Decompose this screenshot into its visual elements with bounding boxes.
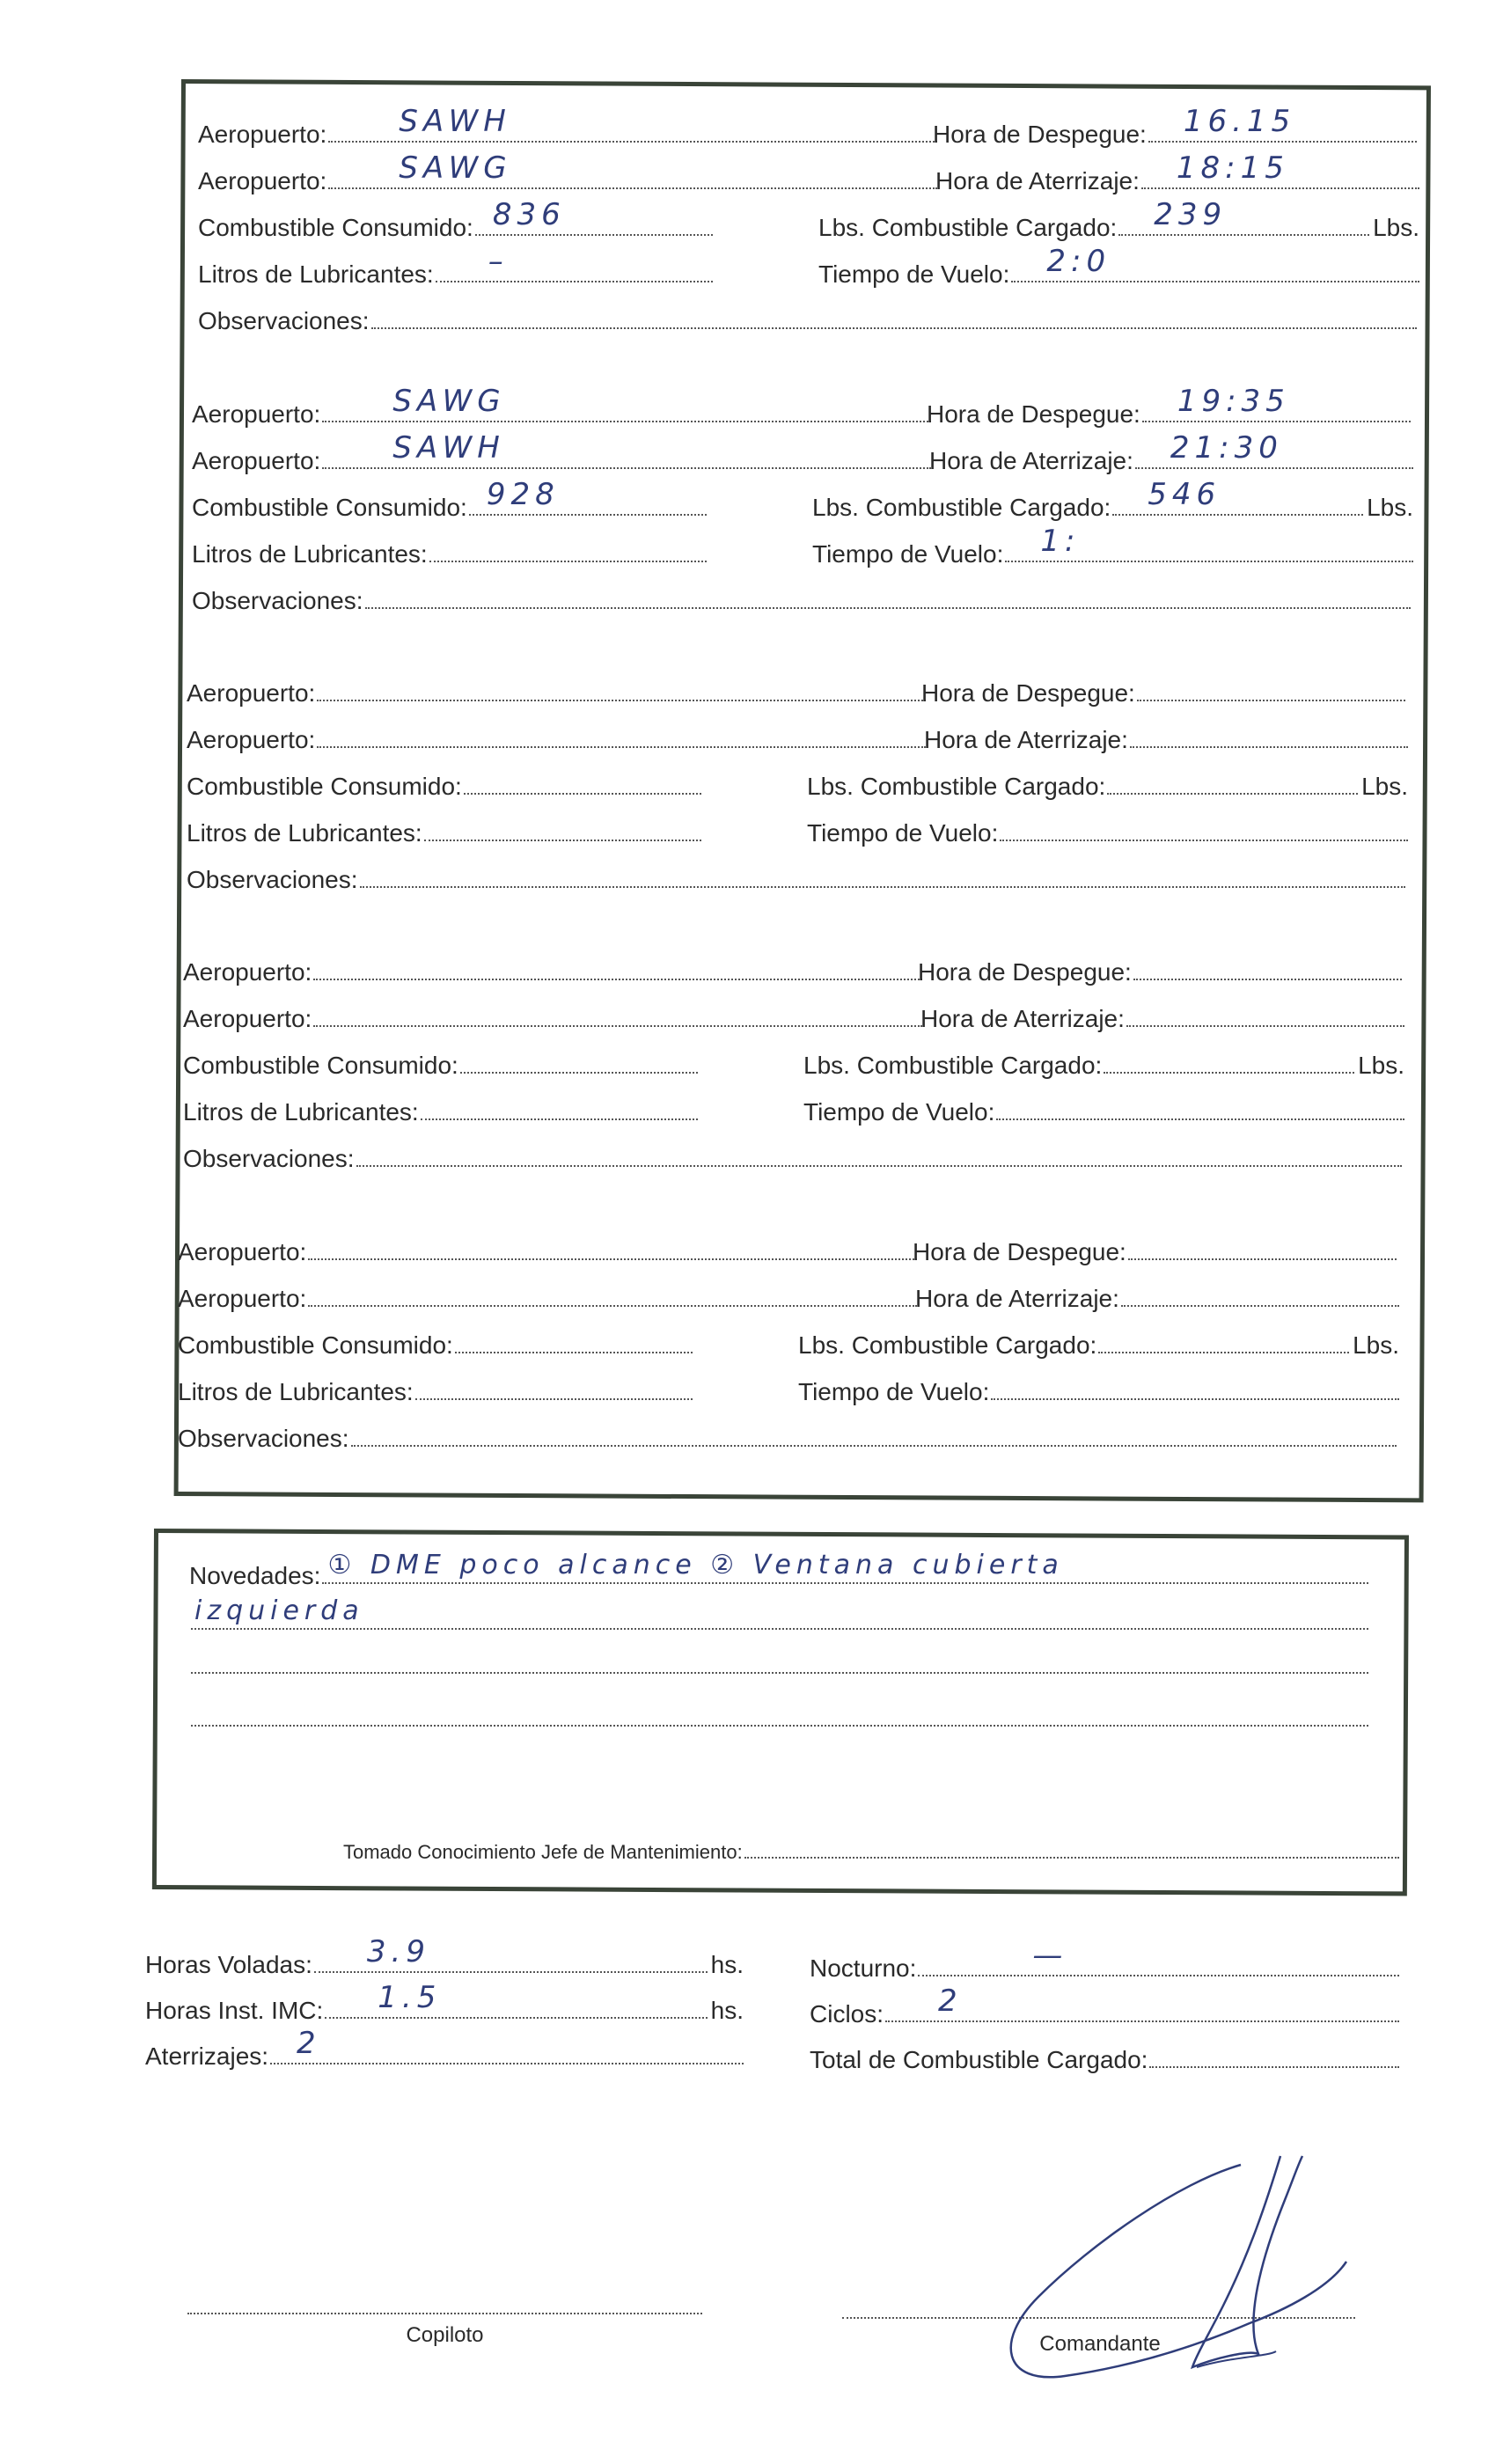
leg-5-observations-line[interactable] [178, 1419, 1397, 1456]
leg-5-lubricants-line[interactable] [178, 1372, 693, 1409]
leg-5-flight-time-label: Tiempo de Vuelo: [798, 1378, 990, 1405]
leg-2-landing-time-value: 21:30 [1170, 430, 1283, 466]
leg-2-lubricants-line[interactable] [192, 534, 707, 571]
notes-text-1: ① DME poco alcance ② Ventana cubierta [327, 1550, 1064, 1580]
leg-1-airport-from-line[interactable] [198, 104, 937, 151]
leg-2-landing-time-line[interactable] [929, 430, 1413, 478]
leg-5-fuel-used-label: Combustible Consumido: [178, 1331, 453, 1359]
leg-4-airport-to-label: Aeropuerto: [183, 1005, 312, 1032]
leg-1-flight-time-label: Tiempo de Vuelo: [818, 260, 1010, 288]
hours-flown-line[interactable] [145, 1934, 744, 1982]
leg-4-observations-label: Observaciones: [183, 1145, 355, 1172]
leg-5-fuel-used-line[interactable] [178, 1325, 693, 1362]
leg-5-airport-from-line[interactable] [178, 1232, 917, 1269]
leg-1-landing-time-label: Hora de Aterrizaje: [935, 167, 1140, 194]
signature-stroke-1 [1011, 2165, 1346, 2377]
notes-line-4[interactable] [189, 1698, 1368, 1735]
maintenance-ack-line[interactable] [343, 1839, 1399, 1876]
leg-4-takeoff-time-line[interactable] [918, 952, 1402, 989]
leg-3-observations-line[interactable] [187, 860, 1405, 897]
cycles-value: 2 [938, 1984, 963, 2019]
total-fuel-label: Total de Combustible Cargado: [810, 2046, 1148, 2073]
leg-1-takeoff-time-value: 16.15 [1183, 104, 1296, 139]
leg-1-landing-time-value: 18:15 [1176, 150, 1289, 186]
leg-2-airport-to-value: SAWH [392, 430, 505, 466]
leg-2-takeoff-time-line[interactable] [927, 384, 1411, 431]
landings-line[interactable] [145, 2026, 744, 2073]
leg-2-takeoff-time-value: 19:35 [1177, 384, 1290, 419]
leg-1-fuel-used-label: Combustible Consumido: [198, 214, 473, 241]
leg-4-flight-time-label: Tiempo de Vuelo: [803, 1098, 995, 1126]
leg-1-observations-line[interactable] [198, 301, 1417, 338]
leg-1-fuel-used-value: 836 [492, 197, 566, 232]
leg-1-airport-from-label: Aeropuerto: [198, 121, 327, 148]
commander-label: Comandante [1039, 2332, 1161, 2356]
leg-5-airport-to-line[interactable] [178, 1279, 917, 1316]
leg-1-airport-to-value: SAWG [399, 150, 512, 186]
leg-5-lbs-unit: Lbs. [1353, 1331, 1399, 1359]
leg-1-observations-label: Observaciones: [198, 307, 370, 334]
leg-1-fuel-used-line[interactable] [198, 197, 713, 245]
leg-3-flight-time-line[interactable] [807, 813, 1408, 850]
notes-line-3[interactable] [189, 1646, 1368, 1683]
imc-hours-unit: hs. [710, 1997, 744, 2024]
leg-5-fuel-loaded-line[interactable] [798, 1325, 1399, 1362]
notes-line-2[interactable] [189, 1595, 1368, 1639]
leg-4-fuel-used-line[interactable] [183, 1045, 698, 1082]
leg-3-airport-from-label: Aeropuerto: [187, 679, 316, 707]
leg-3-airport-to-label: Aeropuerto: [187, 726, 316, 753]
leg-3-fuel-loaded-label: Lbs. Combustible Cargado: [807, 773, 1106, 800]
leg-2-flight-time-line[interactable] [812, 524, 1413, 571]
leg-5-landing-time-line[interactable] [915, 1279, 1399, 1316]
leg-4-airport-from-label: Aeropuerto: [183, 958, 312, 986]
leg-2-flight-time-label: Tiempo de Vuelo: [812, 540, 1004, 568]
imc-hours-value: 1.5 [378, 1980, 442, 2015]
leg-1-takeoff-time-line[interactable] [933, 104, 1417, 151]
leg-1-fuel-loaded-line[interactable] [818, 197, 1419, 245]
leg-4-fuel-loaded-line[interactable] [803, 1045, 1404, 1082]
leg-2-fuel-loaded-line[interactable] [812, 477, 1413, 524]
leg-4-fuel-loaded-label: Lbs. Combustible Cargado: [803, 1052, 1103, 1079]
leg-1-airport-from-value: SAWH [399, 104, 511, 139]
landings-value: 2 [297, 2026, 321, 2061]
leg-2-lubricants-label: Litros de Lubricantes: [192, 540, 428, 568]
leg-3-observations-label: Observaciones: [187, 866, 358, 893]
leg-3-lubricants-line[interactable] [187, 813, 701, 850]
signature-stroke-2 [1192, 2156, 1302, 2367]
leg-3-fuel-loaded-line[interactable] [807, 766, 1408, 803]
leg-1-lubricants-label: Litros de Lubricantes: [198, 260, 434, 288]
leg-3-fuel-used-label: Combustible Consumido: [187, 773, 462, 800]
leg-3-lbs-unit: Lbs. [1361, 773, 1408, 800]
leg-5-airport-from-label: Aeropuerto: [178, 1238, 307, 1265]
commander-signature [986, 2147, 1355, 2394]
leg-2-flight-time-value: 1: [1040, 524, 1081, 559]
night-label: Nocturno: [810, 1954, 917, 1982]
leg-5-takeoff-time-line[interactable] [913, 1232, 1397, 1269]
leg-3-takeoff-time-line[interactable] [921, 673, 1405, 710]
leg-2-fuel-loaded-value: 546 [1148, 477, 1221, 512]
maintenance-ack-label: Tomado Conocimiento Jefe de Mantenimiento: [343, 1841, 743, 1863]
leg-5-flight-time-line[interactable] [798, 1372, 1399, 1409]
night-value: — [1032, 1938, 1068, 1973]
leg-2-fuel-used-value: 928 [486, 477, 560, 512]
leg-4-landing-time-line[interactable] [920, 999, 1404, 1036]
leg-1-airport-to-label: Aeropuerto: [198, 167, 327, 194]
leg-5-landing-time-label: Hora de Aterrizaje: [915, 1285, 1119, 1312]
leg-3-airport-to-line[interactable] [187, 720, 926, 757]
leg-3-takeoff-time-label: Hora de Despegue: [921, 679, 1135, 707]
cycles-label: Ciclos: [810, 2000, 884, 2028]
copilot-label: Copiloto [406, 2323, 484, 2347]
leg-5-observations-label: Observaciones: [178, 1425, 349, 1452]
leg-5-lubricants-label: Litros de Lubricantes: [178, 1378, 414, 1405]
hours-flown-label: Horas Voladas: [145, 1951, 312, 1978]
leg-5-fuel-loaded-label: Lbs. Combustible Cargado: [798, 1331, 1097, 1359]
leg-4-flight-time-line[interactable] [803, 1092, 1404, 1129]
leg-2-airport-from-label: Aeropuerto: [192, 400, 321, 428]
leg-1-airport-to-line[interactable] [198, 150, 937, 198]
leg-3-flight-time-label: Tiempo de Vuelo: [807, 819, 999, 847]
leg-4-fuel-used-label: Combustible Consumido: [183, 1052, 458, 1079]
leg-2-airport-to-line[interactable] [192, 430, 931, 478]
leg-4-lbs-unit: Lbs. [1358, 1052, 1404, 1079]
imc-hours-label: Horas Inst. IMC: [145, 1997, 324, 2024]
hours-flown-unit: hs. [710, 1951, 744, 1978]
leg-3-airport-from-line[interactable] [187, 673, 926, 710]
leg-4-airport-to-line[interactable] [183, 999, 922, 1036]
leg-4-lubricants-line[interactable] [183, 1092, 698, 1129]
leg-2-landing-time-label: Hora de Aterrizaje: [929, 447, 1133, 474]
leg-1-flight-time-value: 2:0 [1046, 244, 1111, 279]
cycles-line[interactable] [810, 1984, 1399, 2031]
leg-4-takeoff-time-label: Hora de Despegue: [918, 958, 1132, 986]
leg-2-observations-label: Observaciones: [192, 587, 363, 614]
leg-1-lubricants-value: – [488, 244, 509, 279]
leg-2-lbs-unit: Lbs. [1367, 494, 1413, 521]
landings-label: Aterrizajes: [145, 2042, 269, 2070]
leg-1-flight-time-line[interactable] [818, 244, 1419, 291]
notes-text-2: izquierda [194, 1595, 364, 1626]
total-fuel-line[interactable] [810, 2040, 1399, 2077]
leg-1-lbs-unit: Lbs. [1373, 214, 1419, 241]
leg-4-airport-from-line[interactable] [183, 952, 922, 989]
leg-1-fuel-loaded-label: Lbs. Combustible Cargado: [818, 214, 1118, 241]
copilot-signature-line[interactable] [187, 2313, 702, 2314]
leg-4-lubricants-label: Litros de Lubricantes: [183, 1098, 419, 1126]
leg-1-takeoff-time-label: Hora de Despegue: [933, 121, 1147, 148]
leg-3-fuel-used-line[interactable] [187, 766, 701, 803]
leg-5-takeoff-time-label: Hora de Despegue: [913, 1238, 1126, 1265]
leg-5-airport-to-label: Aeropuerto: [178, 1285, 307, 1312]
leg-3-landing-time-line[interactable] [924, 720, 1408, 757]
leg-2-airport-from-value: SAWG [392, 384, 506, 419]
leg-1-landing-time-line[interactable] [935, 150, 1419, 198]
leg-2-fuel-loaded-label: Lbs. Combustible Cargado: [812, 494, 1111, 521]
notes-label: Novedades: [189, 1562, 321, 1589]
night-line[interactable] [810, 1938, 1399, 1985]
leg-2-observations-line[interactable] [192, 581, 1411, 618]
leg-2-takeoff-time-label: Hora de Despegue: [927, 400, 1140, 428]
leg-2-airport-to-label: Aeropuerto: [192, 447, 321, 474]
leg-1-fuel-loaded-value: 239 [1154, 197, 1228, 232]
imc-hours-line[interactable] [145, 1980, 744, 2028]
leg-3-landing-time-label: Hora de Aterrizaje: [924, 726, 1128, 753]
leg-4-observations-line[interactable] [183, 1139, 1402, 1176]
notes-line-1[interactable] [189, 1550, 1368, 1593]
leg-3-lubricants-label: Litros de Lubricantes: [187, 819, 422, 847]
leg-2-fuel-used-label: Combustible Consumido: [192, 494, 467, 521]
leg-1-lubricants-line[interactable] [198, 244, 713, 291]
leg-4-landing-time-label: Hora de Aterrizaje: [920, 1005, 1125, 1032]
hours-flown-value: 3.9 [366, 1934, 430, 1969]
leg-2-fuel-used-line[interactable] [192, 477, 707, 524]
leg-2-airport-from-line[interactable] [192, 384, 931, 431]
